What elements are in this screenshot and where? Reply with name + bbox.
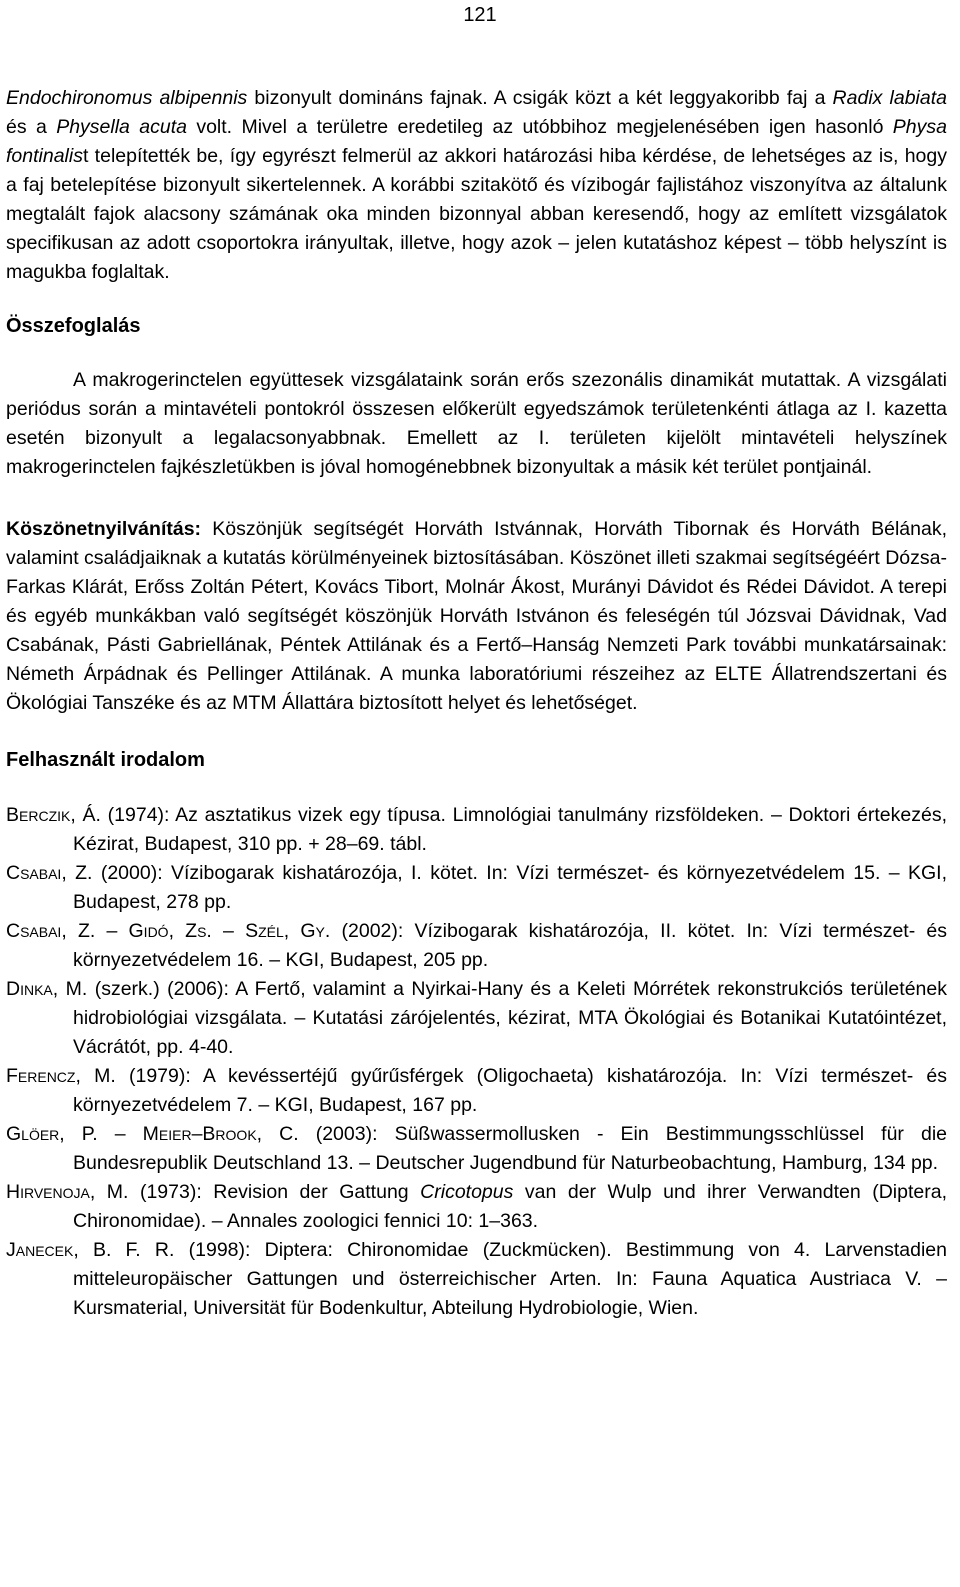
species-name: Radix labiata xyxy=(832,87,947,109)
page-content xyxy=(6,84,947,1323)
page-number: 121 xyxy=(463,4,497,26)
reference-item: Dinka, M. (szerk.) (2006): A Fertő, valamint a Nyirkai-Hany és a Keleti Mórrétek rekonstrukciós területének hidrobiológiai vizsgálata. – Kutatási zárójelentés, kézirat, MTA Ökológiai és Botanikai Kutatóintézet, Vácrátót, pp. 4-40. xyxy=(6,978,947,1058)
reference-authors: Dinka, M. xyxy=(6,978,88,1000)
reference-item: Csabai, Z. – Gidó, Zs. – Szél, Gy. (2002): Vízibogarak kishatározója, II. kötet. In: Vízi természet- és környezetvédelem 16. – KGI, Budapest, 205 pp. xyxy=(6,920,947,971)
reference-authors: Janecek, B. F. R. xyxy=(6,1239,175,1261)
reference-authors: Csabai, Z. xyxy=(6,862,93,884)
reference-item: Hirvenoja, M. (1973): Revision der Gattung Cricotopus van der Wulp und ihrer Verwandten (Diptera, Chironomidae). – Annales zoologici fennici 10: 1–363. xyxy=(6,1181,947,1232)
reference-authors: Hirvenoja, M. xyxy=(6,1181,129,1203)
acknowledgement-paragraph: Köszönetnyilvánítás: Köszönjük segítségét Horváth Istvánnak, Horváth Tibornak és Horváth Bélának, valamint családjaiknak a kutatás körülményeinek biztosításában. Köszönet illeti szakmai segítségéért Dózsa-Farkas Klárát, Erőss Zoltán Pétert, Kovács Tibort, Molnár Ákost, Murányi Dávidot és Rédei Dávidot. A terepi és egyéb munkákban való segítségét köszönjük Horváth Istvánon és feleségén túl Józsvai Dávidnak, Vad Csabának, Pásti Gabriellának, Péntek Attilának és a Fertő–Hanság Nemzeti Park további munkatársainak: Németh Árpádnak és Pellinger Attilának. A munka laboratóriumi részeihez az ELTE Állatrendszertani és Ökológiai Tanszéke és az MTM Állattára biztosított helyet és lehetőséget. xyxy=(6,518,947,714)
species-name: Physella acuta xyxy=(56,116,187,138)
intro-paragraph: Endochironomus albipennis bizonyult domináns fajnak. A csigák közt a két leggyakoribb faj a Radix labiata és a Physella acuta volt. Mivel a területre eredetileg az utóbbihoz megjelenésében igen hasonló Physa fontinalist telepítették be, így egyrészt felmerül az akkori határozási hiba kérdése, de lehetséges az is, hogy a faj betelepítése bizonyult sikertelennek. A korábbi szitakötő és vízibogár fajlistához viszonyítva az általunk megtalált fajok alacsony számának oka minden bizonnyal abban keresendő, hogy az említett vizsgálatok specifikusan az adott csoportokra irányultak, illetve, hogy azok – jelen kutatáshoz képest – több helyszínt is magukba foglaltak. xyxy=(6,87,947,283)
reference-list xyxy=(6,801,947,1323)
species-name: Endochironomus albipennis xyxy=(6,87,248,109)
summary-heading: Összefoglalás xyxy=(6,315,141,337)
literature-heading: Felhasznált irodalom xyxy=(6,749,205,771)
reference-item: Glöer, P. – Meier–Brook, C. (2003): Süßwassermollusken - Ein Bestimmungsschlüssel für die Bundesrepublik Deutschland 13. – Deutscher Jugendbund für Naturbeobachtung, Hamburg, 134 pp. xyxy=(6,1123,947,1174)
reference-item: Ferencz, M. (1979): A kevéssertéjű gyűrűsférgek (Oligochaeta) kishatározója. In: Vízi természet- és környezetvédelem 7. – KGI, Budapest, 167 pp. xyxy=(6,1065,947,1116)
acknowledgement-label: Köszönetnyilvánítás: xyxy=(6,518,202,540)
reference-item: Janecek, B. F. R. (1998): Diptera: Chironomidae (Zuckmücken). Bestimmung von 4. Larvenstadien mitteleuropäischer Gattungen und österreichischer Arten. In: Fauna Aquatica Austriaca V. – Kursmaterial, Universität für Bodenkultur, Abteilung Hydrobiologie, Wien. xyxy=(6,1239,947,1319)
species-name: Physa fontinalis xyxy=(6,116,947,167)
reference-authors: Ferencz, M. xyxy=(6,1065,116,1087)
reference-item: Berczik, Á. (1974): Az asztatikus vizek egy típusa. Limnológiai tanulmány rizsföldeken. – Doktori értekezés, Kézirat, Budapest, 310 pp. + 28–69. tábl. xyxy=(6,804,947,855)
summary-paragraph: A makrogerinctelen együttesek vizsgálataink során erős szezonális dinamikát mutattak. A vizsgálati periódus során a mintavételi pontokról összesen előkerült egyedszámok területenkénti átlaga az I. kazetta esetén bizonyult a legalacsonyabbnak. Emellett az I. területen kijelölt mintavételi helyszínek makrogerinctelen fajkészletükben is jóval homogénebbnek bizonyultak a másik két terület pontjainál. xyxy=(6,369,947,478)
reference-authors: Berczik, Á. xyxy=(6,804,101,826)
reference-authors: Csabai, Z. – Gidó, Zs. – Szél, Gy. xyxy=(6,920,331,942)
genus-name: Cricotopus xyxy=(420,1181,514,1203)
reference-authors: Glöer, P. – Meier–Brook, C. xyxy=(6,1123,299,1145)
reference-item: Csabai, Z. (2000): Vízibogarak kishatározója, I. kötet. In: Vízi természet- és környezetvédelem 15. – KGI, Budapest, 278 pp. xyxy=(6,862,947,913)
